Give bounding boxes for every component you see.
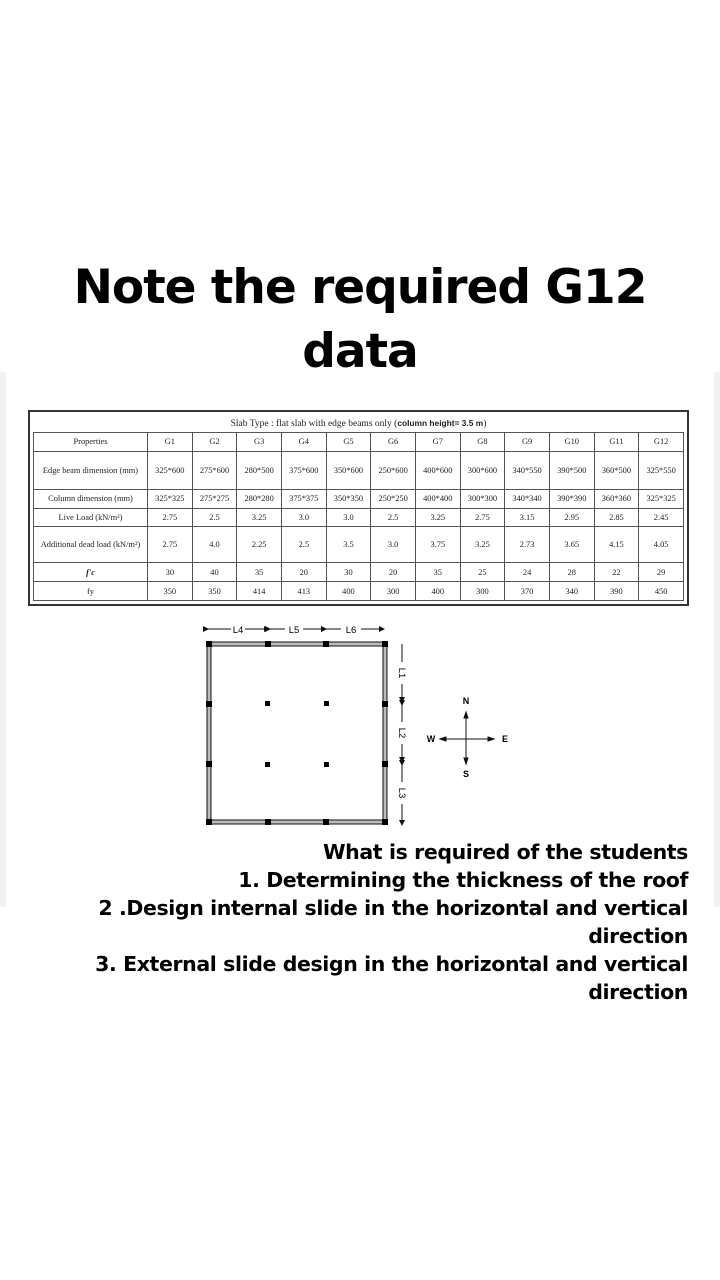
table-cell: 29 — [639, 563, 684, 582]
table-header-cell: G12 — [639, 433, 684, 452]
table-cell: 3.75 — [415, 527, 460, 563]
table-cell: 300*600 — [460, 451, 505, 489]
table-cell: 3.5 — [326, 527, 371, 563]
table-cell: 3.0 — [326, 508, 371, 527]
table-row-label: Column dimension (mm) — [34, 489, 148, 508]
table-cell: 370 — [505, 582, 550, 601]
table-cell: 20 — [371, 563, 416, 582]
table-cell: 275*275 — [192, 489, 237, 508]
table-cell: 414 — [237, 582, 282, 601]
table-cell: 3.65 — [549, 527, 594, 563]
table-row-label: f'c — [34, 563, 148, 582]
table-row-dead-load — [34, 527, 684, 563]
table-cell: 360*500 — [594, 451, 639, 489]
properties-table — [33, 415, 684, 601]
table-cell: 25 — [460, 563, 505, 582]
compass-south: S — [462, 769, 470, 779]
table-cell: 325*550 — [639, 451, 684, 489]
span-label-l5: L5 — [288, 625, 300, 636]
table-caption: Slab Type : flat slab with edge beams only (column height= 3.5 m) — [34, 415, 684, 433]
table-cell: 20 — [281, 563, 326, 582]
span-label-l1: L1 — [396, 667, 407, 679]
table-row-label: fy — [34, 582, 148, 601]
table-cell: 390*500 — [549, 451, 594, 489]
table-header-cell: G2 — [192, 433, 237, 452]
table-header-cell: G1 — [148, 433, 193, 452]
table-row-label: Additional dead load (kN/m²) — [34, 527, 148, 563]
table-cell: 28 — [549, 563, 594, 582]
requirements-section — [48, 838, 688, 1006]
requirement-item-3-continued: direction — [588, 980, 688, 1004]
interior-columns — [265, 701, 329, 767]
table-cell: 2.75 — [148, 527, 193, 563]
table-cell: 35 — [237, 563, 282, 582]
properties-table-frame — [28, 410, 689, 606]
table-row-column-dimension — [34, 489, 684, 508]
table-cell: 280*280 — [237, 489, 282, 508]
table-cell: 450 — [639, 582, 684, 601]
table-cell: 300*300 — [460, 489, 505, 508]
span-label-l6: L6 — [345, 625, 357, 636]
table-header-cell: G8 — [460, 433, 505, 452]
slab-outline — [207, 642, 387, 824]
table-header-cell: G4 — [281, 433, 326, 452]
table-header-row — [34, 433, 684, 452]
requirement-item-2-continued: direction — [588, 924, 688, 948]
table-cell: 340*550 — [505, 451, 550, 489]
right-background-band — [714, 372, 720, 907]
table-cell: 375*375 — [281, 489, 326, 508]
table-cell: 30 — [148, 563, 193, 582]
table-cell: 350*350 — [326, 489, 371, 508]
table-cell: 22 — [594, 563, 639, 582]
table-cell: 2.5 — [281, 527, 326, 563]
requirement-item-2: 2 .Design internal slide in the horizontal and vertical — [98, 896, 688, 920]
heading-line-2: data — [302, 324, 418, 379]
table-row-fy — [34, 582, 684, 601]
table-row-label: Live Load (kN/m²) — [34, 508, 148, 527]
table-header-cell: G10 — [549, 433, 594, 452]
table-cell: 2.25 — [237, 527, 282, 563]
table-cell: 3.25 — [460, 527, 505, 563]
table-cell: 400 — [326, 582, 371, 601]
table-row-live-load — [34, 508, 684, 527]
table-cell: 400 — [415, 582, 460, 601]
table-cell: 325*600 — [148, 451, 193, 489]
compass-icon — [440, 712, 494, 764]
table-cell: 280*500 — [237, 451, 282, 489]
table-cell: 350 — [192, 582, 237, 601]
table-cell: 300 — [371, 582, 416, 601]
table-cell: 360*360 — [594, 489, 639, 508]
table-cell: 350 — [148, 582, 193, 601]
table-cell: 3.15 — [505, 508, 550, 527]
table-row-label: Edge beam dimension (mm) — [34, 451, 148, 489]
table-cell: 250*600 — [371, 451, 416, 489]
table-cell: 2.73 — [505, 527, 550, 563]
table-cell: 413 — [281, 582, 326, 601]
table-cell: 390 — [594, 582, 639, 601]
table-row-edge-beam — [34, 451, 684, 489]
table-cell: 2.75 — [148, 508, 193, 527]
heading-line-1: Note the required G12 — [73, 260, 647, 315]
table-cell: 2.45 — [639, 508, 684, 527]
requirement-item-1: 1. Determining the thickness of the roof — [238, 868, 688, 892]
table-cell: 400*400 — [415, 489, 460, 508]
table-header-cell: G11 — [594, 433, 639, 452]
table-cell: 350*600 — [326, 451, 371, 489]
table-cell: 3.0 — [371, 527, 416, 563]
table-cell: 2.5 — [371, 508, 416, 527]
table-cell: 2.5 — [192, 508, 237, 527]
compass-east: E — [501, 734, 509, 744]
table-cell: 40 — [192, 563, 237, 582]
table-row-fc — [34, 563, 684, 582]
compass-west: W — [426, 734, 436, 744]
table-cell: 30 — [326, 563, 371, 582]
table-cell: 300 — [460, 582, 505, 601]
table-cell: 2.95 — [549, 508, 594, 527]
table-cell: 275*600 — [192, 451, 237, 489]
table-cell: 375*600 — [281, 451, 326, 489]
table-cell: 3.0 — [281, 508, 326, 527]
table-cell: 250*250 — [371, 489, 416, 508]
table-cell: 340 — [549, 582, 594, 601]
table-header-cell: G6 — [371, 433, 416, 452]
table-header-cell: G9 — [505, 433, 550, 452]
table-cell: 390*390 — [549, 489, 594, 508]
table-cell: 2.75 — [460, 508, 505, 527]
span-label-l4: L4 — [232, 625, 244, 636]
table-header-cell: Properties — [34, 433, 148, 452]
span-label-l2: L2 — [396, 727, 407, 739]
table-cell: 3.25 — [415, 508, 460, 527]
left-background-band — [0, 372, 6, 907]
table-cell: 340*340 — [505, 489, 550, 508]
table-header-cell: G5 — [326, 433, 371, 452]
span-label-l3: L3 — [396, 787, 407, 799]
compass-north: N — [462, 696, 470, 706]
table-caption-row — [34, 415, 684, 433]
table-cell: 4.05 — [639, 527, 684, 563]
table-cell: 400*600 — [415, 451, 460, 489]
table-header-cell: G7 — [415, 433, 460, 452]
table-cell: 325*325 — [639, 489, 684, 508]
slab-plan-diagram — [195, 622, 535, 832]
table-header-cell: G3 — [237, 433, 282, 452]
table-cell: 3.25 — [237, 508, 282, 527]
table-cell: 4.0 — [192, 527, 237, 563]
edge-columns — [206, 641, 388, 825]
requirement-item-3: 3. External slide design in the horizontal and vertical — [95, 952, 688, 976]
table-cell: 2.85 — [594, 508, 639, 527]
table-cell: 35 — [415, 563, 460, 582]
page-heading — [0, 256, 720, 384]
table-cell: 325*325 — [148, 489, 193, 508]
table-cell: 4.15 — [594, 527, 639, 563]
table-cell: 24 — [505, 563, 550, 582]
requirements-title: What is required of the students — [322, 840, 688, 864]
